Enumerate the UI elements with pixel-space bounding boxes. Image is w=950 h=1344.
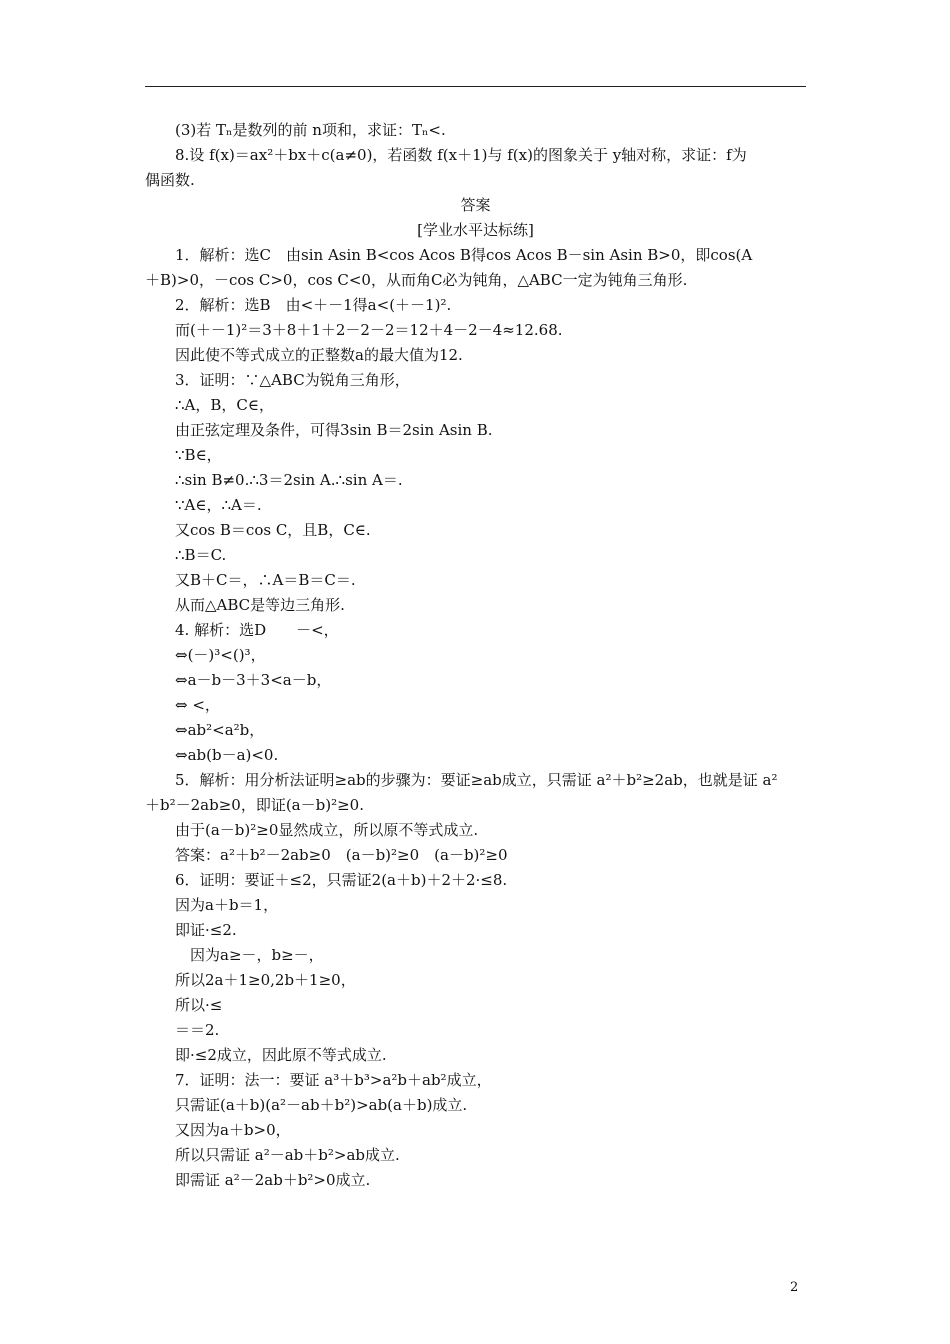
text-line: ⇔ <， (175, 696, 220, 714)
text-line: 所以2a＋1≥0,2b＋1≥0， (175, 971, 356, 989)
text-line: 4. 解析：选D －<， (175, 621, 339, 639)
text-line: ⇔a－b－3＋3<a－b， (175, 671, 332, 689)
text-line: 2．解析：选B 由<＋－1得a<(＋－1)². (175, 296, 452, 314)
text-line: ∴sin B≠0.∴3＝2sin A.∴sin A＝. (175, 471, 403, 489)
text-line: ＝＝2. (175, 1021, 220, 1039)
text-line: 即证·≤2. (175, 921, 237, 939)
text-line: 答案：a²＋b²－2ab≥0 (a－b)²≥0 (a－b)²≥0 (175, 846, 508, 864)
document-body (145, 118, 806, 1193)
text-line: 8.设 f(x)＝ax²＋bx＋c(a≠0)，若函数 f(x＋1)与 f(x)的图象关于 y轴对称，求证：f为 (175, 146, 747, 164)
text-line: ＋b²－2ab≥0，即证(a－b)²≥0. (145, 796, 364, 814)
text-line: 而(＋－1)²＝3＋8＋1＋2－2－2＝12＋4－2－4≈12.68. (175, 321, 563, 339)
text-line: [学业水平达标练] (417, 221, 534, 239)
text-line: 只需证(a＋b)(a²－ab＋b²)>ab(a＋b)成立. (175, 1096, 468, 1114)
text-line: 因为a≥－，b≥－， (190, 946, 324, 964)
text-line: 所以·≤ (175, 996, 223, 1014)
text-line: ∵A∈，∴A＝. (175, 496, 262, 514)
text-line: ⇔(－)³<()³， (175, 646, 266, 664)
text-line: ∴A，B，C∈， (175, 396, 274, 414)
text-line: ＋B)>0，－cos C>0，cos C<0，从而角C必为钝角，△ABC一定为钝角三角形. (145, 271, 688, 289)
text-line: 5．解析：用分析法证明≥ab的步骤为：要证≥ab成立，只需证 a²＋b²≥2ab，也就是证 a² (175, 771, 778, 789)
text-line: 由正弦定理及条件，可得3sin B＝2sin Asin B. (175, 421, 493, 439)
text-line: ∵B∈， (175, 446, 222, 464)
page-number: 2 (790, 1280, 799, 1295)
text-line: 又cos B＝cos C，且B，C∈. (175, 521, 371, 539)
text-line: (3)若 Tₙ是数列的前 n项和，求证：Tₙ<. (175, 121, 446, 139)
text-line: 7．证明：法一：要证 a³＋b³>a²b＋ab²成立， (175, 1071, 492, 1089)
text-line: ⇔ab²<a²b， (175, 721, 265, 739)
text-line: 又因为a＋b>0， (175, 1121, 291, 1139)
text-line: 所以只需证 a²－ab＋b²>ab成立. (175, 1146, 400, 1164)
text-line: 因为a＋b＝1， (175, 896, 279, 914)
text-line: 即·≤2成立，因此原不等式成立. (175, 1046, 387, 1064)
text-line: 即需证 a²－2ab＋b²>0成立. (175, 1171, 371, 1189)
text-line: ∴B＝C. (175, 546, 227, 564)
text-line: 1．解析：选C 由sin Asin B<cos Acos B得cos Acos B－sin Asin B>0，即cos(A (175, 246, 753, 264)
text-line: ⇔ab(b－a)<0. (175, 746, 279, 764)
text-line: 因此使不等式成立的正整数a的最大值为12. (175, 346, 463, 364)
header-rule (145, 86, 806, 87)
text-line: 由于(a－b)²≥0显然成立，所以原不等式成立. (175, 821, 479, 839)
text-line: 6．证明：要证＋≤2，只需证2(a＋b)＋2＋2·≤8. (175, 871, 508, 889)
text-line: 3．证明：∵△ABC为锐角三角形， (175, 371, 410, 389)
text-line: 又B＋C＝，∴A＝B＝C＝. (175, 571, 356, 589)
text-line: 从而△ABC是等边三角形. (175, 596, 345, 614)
text-line: 答案 (460, 196, 491, 214)
text-line: 偶函数. (145, 171, 195, 189)
